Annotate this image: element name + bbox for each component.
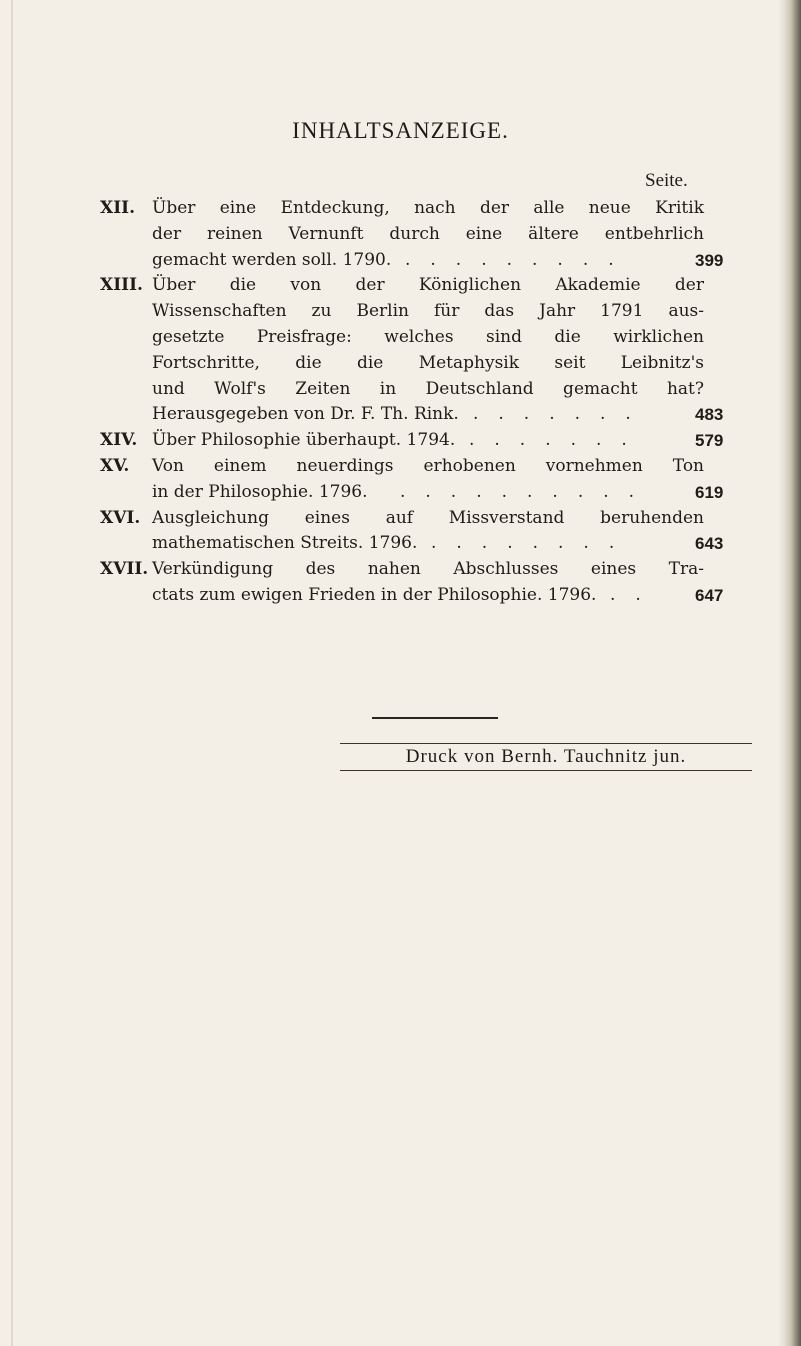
toc-entry-text: Herausgegeben von Dr. F. Th. Rink.	[152, 404, 459, 425]
toc-entry-page: 579	[695, 431, 724, 451]
toc-leader-dots: .......	[469, 430, 647, 451]
toc-leader-dots: .......	[473, 404, 651, 425]
toc-entry-text: Fortschritte, die die Metaphysik seit Leibnitz's	[152, 352, 704, 373]
page-gutter	[11, 0, 13, 1346]
toc-entry-text: in der Philosophie. 1796.	[152, 481, 368, 502]
toc-entry-text: Verkündigung des nahen Abschlusses eines Tra-	[152, 559, 704, 580]
toc-entry-text: Über die von der Königlichen Akademie der	[152, 275, 704, 296]
toc-line	[100, 351, 704, 377]
toc-line	[100, 583, 724, 609]
imprint-rule-top	[340, 743, 752, 744]
toc-entry-text: Ausgleichung eines auf Missverstand beruhenden	[152, 507, 704, 528]
toc-line	[100, 531, 724, 557]
toc-entry-text: und Wolf's Zeiten in Deutschland gemacht hat?	[152, 378, 704, 399]
toc-line	[100, 480, 724, 506]
toc-line	[100, 402, 724, 428]
toc-line	[100, 273, 704, 299]
toc-line	[100, 299, 704, 325]
toc-entry-text: der reinen Vernunft durch eine ältere entbehrlich	[152, 223, 704, 244]
printer-imprint: Druck von Bernh. Tauchnitz jun.	[405, 746, 687, 767]
toc-leader-dots: ..........	[400, 481, 655, 502]
toc-leader-dots: ........	[431, 533, 635, 554]
toc-entry-text: Wissenschaften zu Berlin für das Jahr 1791 aus-	[152, 301, 704, 322]
imprint-rule-bottom	[340, 770, 752, 771]
toc-entry-number: XVI.	[100, 507, 141, 528]
toc-entry-text: gemacht werden soll. 1790.	[152, 249, 392, 270]
toc-entry-page: 647	[695, 585, 724, 605]
page-title: INHALTSANZEIGE.	[292, 118, 509, 143]
section-rule	[372, 717, 498, 719]
toc-entry-number: XII.	[100, 198, 136, 218]
toc-line	[100, 325, 704, 351]
toc-line	[100, 377, 704, 403]
toc-entry-text: Über eine Entdeckung, nach der alle neue Kritik	[152, 198, 704, 218]
toc-line	[100, 222, 704, 248]
toc-entry-number: XV.	[100, 455, 130, 476]
toc-line	[100, 506, 704, 532]
toc-entry-page: 643	[695, 534, 724, 554]
toc-entry-number: XIII.	[100, 275, 143, 296]
toc-leader-dots: ..	[610, 584, 661, 605]
toc-entry-page: 399	[695, 250, 724, 270]
toc-line	[100, 557, 704, 583]
toc-entry-text: gesetzte Preisfrage: welches sind die wirklichen	[152, 326, 704, 347]
toc-entry-text: Von einem neuerdings erhobenen vornehmen Ton	[152, 455, 704, 476]
page-column-label: Seite.	[645, 170, 688, 191]
toc-line	[100, 428, 724, 454]
toc-line	[100, 454, 704, 480]
table-of-contents	[100, 196, 724, 609]
toc-entry-text: ctats zum ewigen Frieden in der Philosophie. 1796.	[152, 584, 597, 605]
toc-entry-page: 619	[695, 482, 724, 502]
toc-entry-text: mathematischen Streits. 1796.	[152, 533, 418, 554]
toc-entry-number: XIV.	[100, 430, 138, 451]
toc-leader-dots: .........	[405, 249, 634, 270]
toc-line	[100, 196, 704, 222]
toc-entry-page: 483	[695, 405, 724, 425]
toc-entry-number: XVII.	[100, 559, 149, 580]
toc-line	[100, 248, 724, 274]
page-edge	[779, 0, 801, 1346]
toc-entry-text: Über Philosophie überhaupt. 1794.	[152, 430, 456, 451]
